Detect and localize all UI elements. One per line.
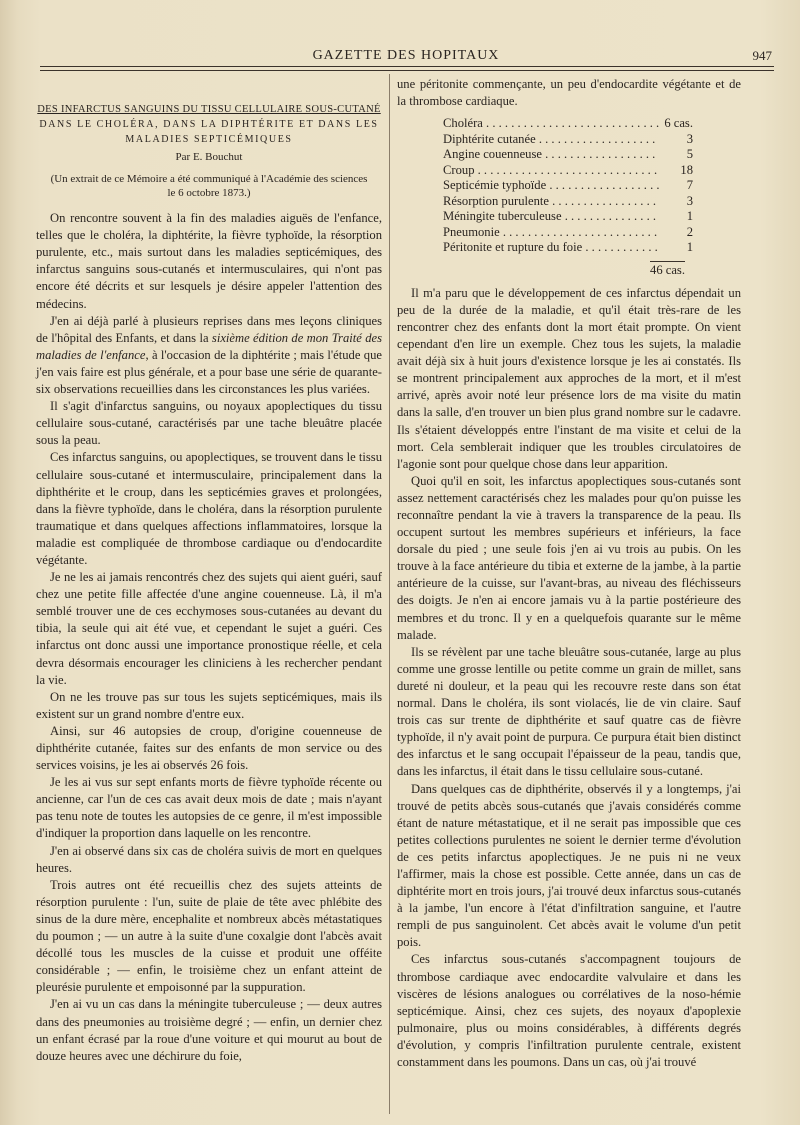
stat-label: Choléra . . .: [443, 116, 659, 132]
paragraph: Quoi qu'il en soit, les infarctus apoplectiques sous-cutanés sont assez nettement caractérisés chez les malades pour qu'on puisse les reconnaître pendant la vie à travers la transparence de la peau. Ils occupent surtout les membres supérieurs et inférieurs, la face dorsale du pied ; une seule fois j'en ai vu trois au pubis. On les trouve à la face antérieure du tibia et externe de la jambe, à la partie antérieure de la cuisse, sur l'avant-bras, au niveau des fléchisseurs des doigts. Je n'en ai encore jamais vu à la partie postérieure des membres et du tronc. Il y en a quelquefois quarante sur le même malade.: [397, 473, 741, 642]
stat-row: [443, 116, 693, 132]
stat-value: 7: [659, 178, 693, 194]
stat-label: Pneumonie . . .: [443, 225, 659, 241]
paragraph: Il m'a paru que le développement de ces infarctus dépendait un peu de la durée de la maladie, et qu'il était très-rare de les rencontrer chez des enfants dont la mort était prompte. On vient cependant d'en lire un exemple. Chez tous les sujets, la maladie avait déjà six à huit jours d'existence lorsque je les ai constatés. Ils se montrent principalement aux approches de la mort, et il m'est arrivé, après avoir noté leur présence lors de ma visite du matin dans la salle, d'en trouver un bien plus grand nombre sur le cadavre. Ils s'étaient développés entre l'instant de ma visite et celui de la mort. Cela semblerait indiquer que les troubles circulatoires de l'agonie sont pour quelque chose dans leur apparition.: [397, 285, 741, 471]
page-header: [40, 46, 772, 68]
header-rule-thick: [40, 66, 774, 67]
article-note: (Un extrait de ce Mémoire a été communiqué à l'Académie des sciences le 6 octobre 1873.): [50, 173, 368, 200]
case-statistics-table: [443, 116, 693, 256]
paragraph: J'en ai observé dans six cas de choléra suivis de mort en quelques heures.: [36, 843, 382, 875]
paragraph: Trois autres ont été recueillis chez des sujets atteints de résorption purulente : l'un, suite de plaie de tête avec phlébite des sinus de la dure mère, encephalite et nombreux abcès métastatiques du poumon ; — un autre à la suite d'une coxalgie dont l'abcès avait décollé tous les muscles de la cuisse et produit une offéite considérable ; — enfin, le troisième chez un enfant atteint de pleurésie purulente et empoisonné par la suppuration.: [36, 877, 382, 995]
page-number: 947: [752, 48, 772, 63]
right-column: [397, 76, 741, 1071]
stat-total: 46 cas.: [650, 262, 685, 277]
stat-label: Diphtérite cutanée . . .: [443, 132, 659, 148]
stat-row: [443, 132, 693, 148]
article-author: Par E. Bouchut: [175, 151, 243, 163]
paragraph-continued: une péritonite commençante, un peu d'endocardite végétante et de la thrombose cardiaque.: [397, 77, 741, 109]
stat-value: 5: [659, 147, 693, 163]
stat-value: 18: [659, 163, 693, 179]
stat-row: [443, 147, 693, 163]
stat-label: Angine couenneuse . . .: [443, 147, 659, 163]
paragraph: Je ne les ai jamais rencontrés chez des sujets qui aient guéri, sauf chez une petite fille affectée d'une angine couenneuse. Là, il m'a semblé trouver une de ces ecchymoses sous-cutanées au devant du tibia, la seule qui ait été vue, et cependant le sujet a guéri. Ces infarctus ont donc aussi une importance pronostique réelle, et cela devra désormais encourager les cliniciens à les rechercher pendant la vie.: [36, 570, 382, 687]
paragraph: On ne les trouve pas sur tous les sujets septicémiques, mais ils existent sur un grand nombre d'entre eux.: [36, 689, 382, 721]
stat-value: 1: [659, 209, 693, 225]
stat-total-row: [443, 260, 685, 279]
paragraph: Ils se révèlent par une tache bleuâtre sous-cutanée, large au plus comme une grosse lentille ou petite comme un grain de millet, sans dureté ni douleur, et la peau qui les recouvre reste dans son état normal. Dans le choléra, ils sont violacés, lie de vin claire. Sauf trois cas sur trente de diphthérite et sauf quatre cas de fièvre typhoïde, il n'y avait point de purpura. Ce purpura était bien distinct des infarctus et le sang occupait l'épaisseur de la peau, tandis que, dans les infarctus, il était dans le tissu cellulaire sous-cutané.: [397, 644, 741, 779]
header-rule-thin: [40, 70, 774, 71]
article-title-line1: DES INFARCTUS SANGUINS DU TISSU CELLULAIRE SOUS-CUTANÉ: [37, 104, 381, 115]
stat-value: 3: [659, 194, 693, 210]
stat-value: 1: [659, 240, 693, 256]
stat-value: 3: [659, 132, 693, 148]
paragraph: Ainsi, sur 46 autopsies de croup, d'origine couenneuse de diphthérite cutanée, faites sur des enfants de mon service ou des services voisins, je les ai observés 26 fois.: [36, 723, 382, 773]
paragraph: On rencontre souvent à la fin des maladies aiguës de l'enfance, telles que le choléra, la diphtérite, la fièvre typhoïde, la résorption purulente, etc., mais surtout dans les maladies septicémiques, des infarctus sanguins sous-cutanés et intermusculaires, qui n'ont pas encore été décrits et sur lesquels je désire appeler l'attention des médecins.: [36, 211, 382, 311]
column-separator: [389, 74, 390, 1114]
paragraph: Je les ai vus sur sept enfants morts de fièvre typhoïde récente ou ancienne, car l'un de ces cas avait deux mois de date ; mais n'ayant pas tenu note de toutes les autopsies de ce genre, il m'est impossible d'indiquer la proportion dans laquelle on les rencontre.: [36, 775, 382, 841]
stat-row: [443, 163, 693, 179]
paragraph: Ces infarctus sous-cutanés s'accompagnent toujours de thrombose cardiaque avec endocardite valvulaire et dans les viscères de lésions analogues ou corrélatives de la noso-hémie septicémique. Ainsi, chez ces sujets, des noyaux d'apoplexie pulmonaire, plus ou moins considérables, à différents degrés d'évolution, y compris l'infiltration purulente centrale, existent constamment dans les poumons. Dans un cas, où j'ai trouvé: [397, 952, 741, 1069]
stat-value: 6 cas.: [659, 116, 693, 132]
paragraph-treatise-pre: J'en ai déjà parlé à plusieurs reprises dans mes leçons cliniques de l'hôpital des Enfants, et dans la: [36, 313, 382, 345]
stat-label: Méningite tuberculeuse . . .: [443, 209, 659, 225]
paragraph: Dans quelques cas de diphthérite, observés il y a longtemps, j'ai trouvé de petits abcès sous-cutanés que j'avais considérés comme étant de nature métastatique, et il ne serait pas impossible que ces petites collections purulentes ne soient le dernier terme d'évolution de ces petits infarctus apoplectiques. Je ne puis ni ne veux l'affirmer, mais la chose est possible. Cette année, dans un cas de diphtérite mort en trois jours, j'ai trouvé deux infarctus sous-cutanés à la jambe, l'un encore à l'état d'infiltration sanguine, et l'autre rempli de pus sanguinolent. Cet abcès avait le volume d'un petit pois.: [397, 781, 741, 950]
stat-label: Septicémie typhoïde . . .: [443, 178, 659, 194]
paragraph: Il s'agit d'infarctus sanguins, ou noyaux apoplectiques du tissu cellulaire sous-cutané, caractérisés par une tache bleuâtre placée sous la peau.: [36, 399, 382, 448]
treatise-title: sixième édition de mon Traité des maladies de l'enfance: [36, 330, 382, 362]
left-column: [36, 76, 382, 1065]
stat-label: Péritonite et rupture du foie . . .: [443, 240, 659, 256]
paragraph-treatise: [36, 313, 382, 398]
stat-value: 2: [659, 225, 693, 241]
stat-row: [443, 240, 693, 256]
newspaper-title: GAZETTE DES HOPITAUX: [312, 48, 500, 63]
paragraph-treatise-post: , à l'occasion de la diphtérite ; mais l'étude que j'en vais faire est plus générale, et a pour base une série de quarante-six observations recueillies dans les circonstances les plus variées.: [36, 347, 382, 397]
stat-row: [443, 209, 693, 225]
stat-row: [443, 225, 693, 241]
article-title: [36, 102, 382, 147]
stat-label: Résorption purulente . . .: [443, 194, 659, 210]
stat-row: [443, 194, 693, 210]
paragraph: J'en ai vu un cas dans la méningite tuberculeuse ; — deux autres dans des pneumonies au troisième degré ; — enfin, un dernier chez un enfant écrasé par la roue d'une voiture et qui mourut au bout de douze heures avec une déchirure du foie,: [36, 997, 382, 1063]
stat-label: Croup . . .: [443, 163, 659, 179]
article-title-line2: DANS LE CHOLÉRA, DANS LA DIPHTÉRITE ET DANS LES MALADIES SEPTICÉMIQUES: [39, 119, 379, 145]
stat-row: [443, 178, 693, 194]
paragraph: Ces infarctus sanguins, ou apoplectiques, se trouvent dans le tissu cellulaire sous-cutané et intermusculaire, principalement dans la diphthérite et le croup, dans les septicémies graves et prolongées, dans la fièvre typhoïde, dans le choléra, dans la résorption purulente traumatique et dans quelques affections inflammatoires, lorsque la maladie est compliquée de thrombose cardiaque ou d'endocardite végétante.: [36, 450, 382, 567]
